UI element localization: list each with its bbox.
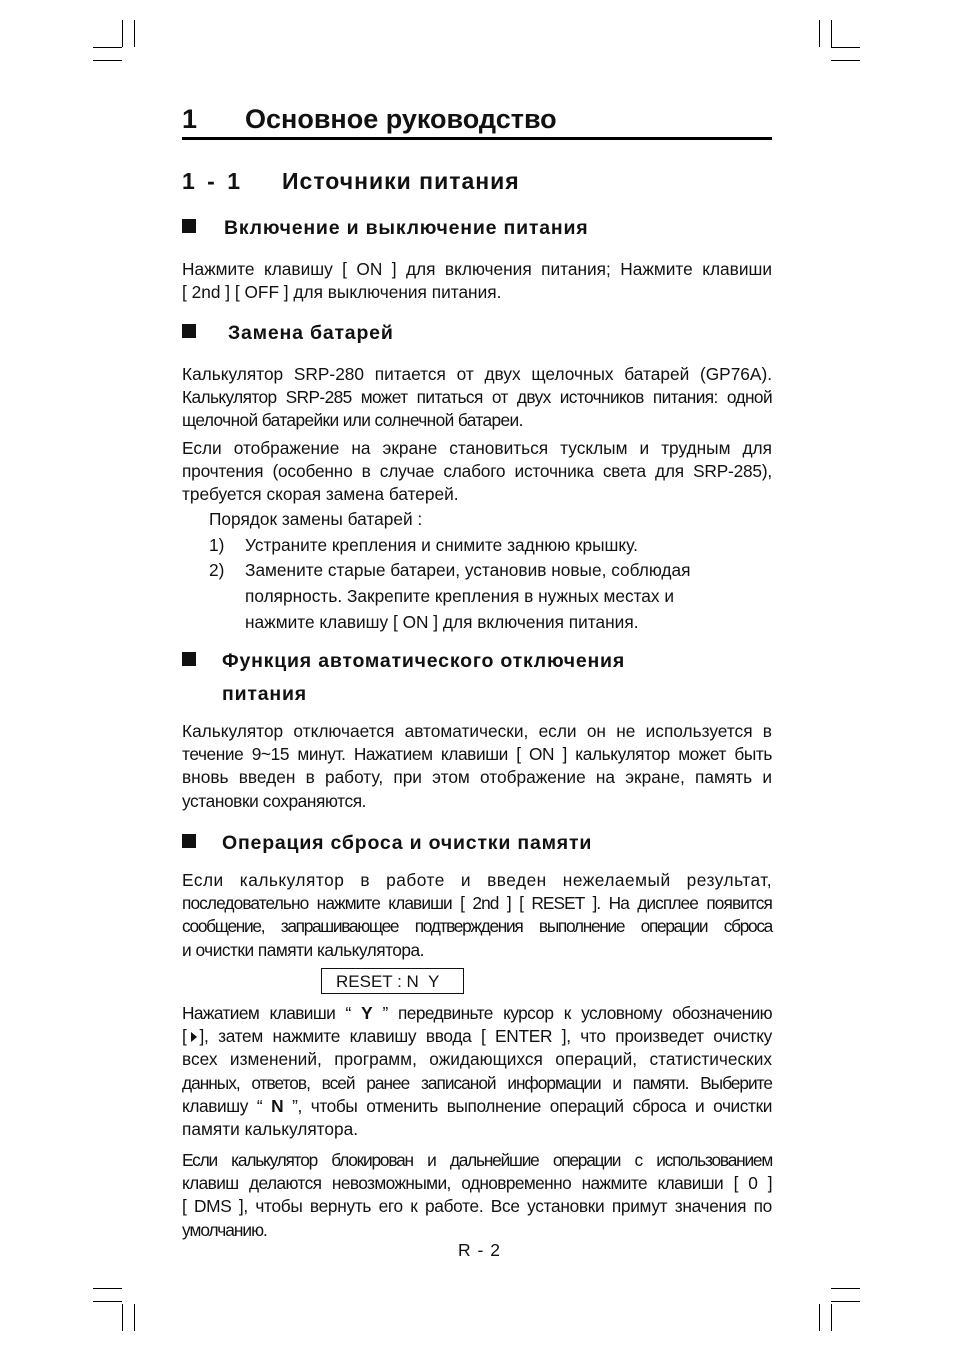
paragraph-line: Калькулятор SRP-285 может питаться от двух источников питания: одной (182, 387, 772, 408)
list-item-text: Устраните крепления и снимите заднюю крышку. (245, 535, 638, 555)
paragraph-line: Калькулятор отключается автоматически, если он не используется в (182, 721, 772, 741)
list-item-text: нажмите клавишу [ ON ] для включения питания. (245, 612, 639, 632)
list-item-number: 2) (209, 560, 225, 580)
battery-heading (182, 317, 394, 350)
power-paragraph (182, 258, 772, 304)
paragraph-line: [ 2nd ] [ OFF ] для выключения питания. (182, 282, 502, 303)
paragraph-line: Калькулятор SRP-280 питается от двух щелочных батарей (GP76A). (182, 364, 772, 384)
power-heading (182, 212, 588, 245)
paragraph-line (182, 1025, 772, 1048)
text-span: ”, чтобы отменить выполнение операций сброса и очистки (283, 1095, 772, 1116)
paragraph-line: Если калькулятор блокирован и дальнейшие операции с использованием (182, 1150, 772, 1170)
text-span: [ (182, 1026, 187, 1047)
paragraph-line: щелочной батарейки или солнечной батареи. (182, 410, 523, 431)
square-bullet-icon (182, 219, 196, 233)
paragraph-line: сообщение, запрашивающее подтверждения выполнение операции сброса (182, 916, 772, 937)
square-bullet-icon (182, 652, 196, 666)
reset-paragraph-3 (182, 1149, 772, 1242)
key-label: Y (361, 1003, 373, 1023)
paragraph-line: всех изменений, программ, ожидающихся операций, статистических (182, 1049, 772, 1070)
auto-off-heading-text: питания (222, 683, 307, 705)
paragraph-line: требуется скорая замена батерей. (182, 484, 459, 505)
section-title (182, 166, 520, 196)
page-number: R - 2 (458, 1240, 501, 1260)
paragraph-line: памяти калькулятора. (182, 1119, 359, 1140)
paragraph-line: Если калькулятор в работе и введен нежелаемый результат, (182, 870, 772, 890)
paragraph-line: [ DMS ], чтобы вернуть его к работе. Все установки примут значения по (182, 1196, 772, 1217)
key-label: N (271, 1095, 284, 1116)
paragraph-line (182, 1095, 772, 1118)
reset-display: RESET : N Y (321, 968, 464, 994)
procedure-label (209, 508, 609, 531)
text-span: ], затем нажмите клавишу ввода [ ENTER ], что произведет очистку (199, 1026, 772, 1047)
paragraph-line: Если отображение на экране становиться тусклым и трудным для (182, 438, 772, 458)
paragraph-line: установки сохраняются. (182, 790, 367, 811)
reset-heading (182, 827, 592, 860)
auto-off-heading (182, 645, 625, 678)
text-span: клавишу “ (182, 1095, 272, 1116)
auto-off-heading-cont (222, 678, 307, 711)
auto-off-paragraph (182, 720, 772, 813)
procedure-label-text: Порядок замены батарей : (209, 509, 423, 529)
paragraph-line: прочтения (особенно в случае слабого источника света для SRP-285), (182, 461, 772, 482)
list-item-text: Замените старые батареи, установив новые, соблюдая (245, 560, 691, 580)
power-heading-text: Включение и выключение питания (224, 217, 589, 239)
chapter-title (182, 101, 772, 140)
auto-off-heading-text: Функция автоматического отключения (222, 650, 626, 672)
list-item-number: 1) (209, 535, 225, 555)
paragraph-line: вновь введен в работу, при этом отображение на экране, память и (182, 767, 772, 788)
list-item (209, 558, 769, 636)
text-span: Нажатием клавиши “ (182, 1003, 362, 1023)
paragraph-line: данных, ответов, всей ранее записаной информации и памяти. Выберите (182, 1072, 772, 1093)
section-title-text: Источники питания (282, 168, 520, 194)
chapter-title-text: Основное руководство (245, 104, 557, 134)
paragraph-line (182, 1002, 772, 1025)
list-item (209, 533, 769, 559)
paragraph-line: умолчанию. (182, 1219, 267, 1240)
paragraph-line: Нажмите клавишу [ ON ] для включения питания; Нажмите клавиши (182, 259, 772, 279)
chapter-number: 1 (182, 104, 198, 134)
paragraph-line: последовательно нажмите клавиши [ 2nd ] [ RESET ]. На дисплее появится (182, 893, 772, 914)
battery-paragraph-1 (182, 363, 772, 433)
list-item-text: полярность. Закрепите крепления в нужных местах и (245, 586, 675, 606)
reset-paragraph-1 (182, 869, 772, 962)
section-number: 1 - 1 (182, 168, 244, 194)
paragraph-line: клавиш делаются невозможными, одновременно нажмите клавиши [ 0 ] (182, 1173, 772, 1194)
cursor-arrow-icon (191, 1032, 197, 1042)
reset-paragraph-2 (182, 1002, 772, 1141)
paragraph-line: и очистки памяти калькулятора. (182, 939, 424, 960)
text-span: ” передвиньте курсор к условному обозначению (372, 1003, 772, 1023)
battery-heading-text: Замена батарей (228, 322, 394, 344)
reset-heading-text: Операция сброса и очистки памяти (222, 832, 593, 854)
battery-paragraph-2 (182, 437, 772, 507)
square-bullet-icon (182, 324, 196, 338)
square-bullet-icon (182, 834, 196, 848)
paragraph-line: течение 9~15 минут. Нажатием клавиши [ ON ] калькулятор может быть (182, 744, 772, 765)
